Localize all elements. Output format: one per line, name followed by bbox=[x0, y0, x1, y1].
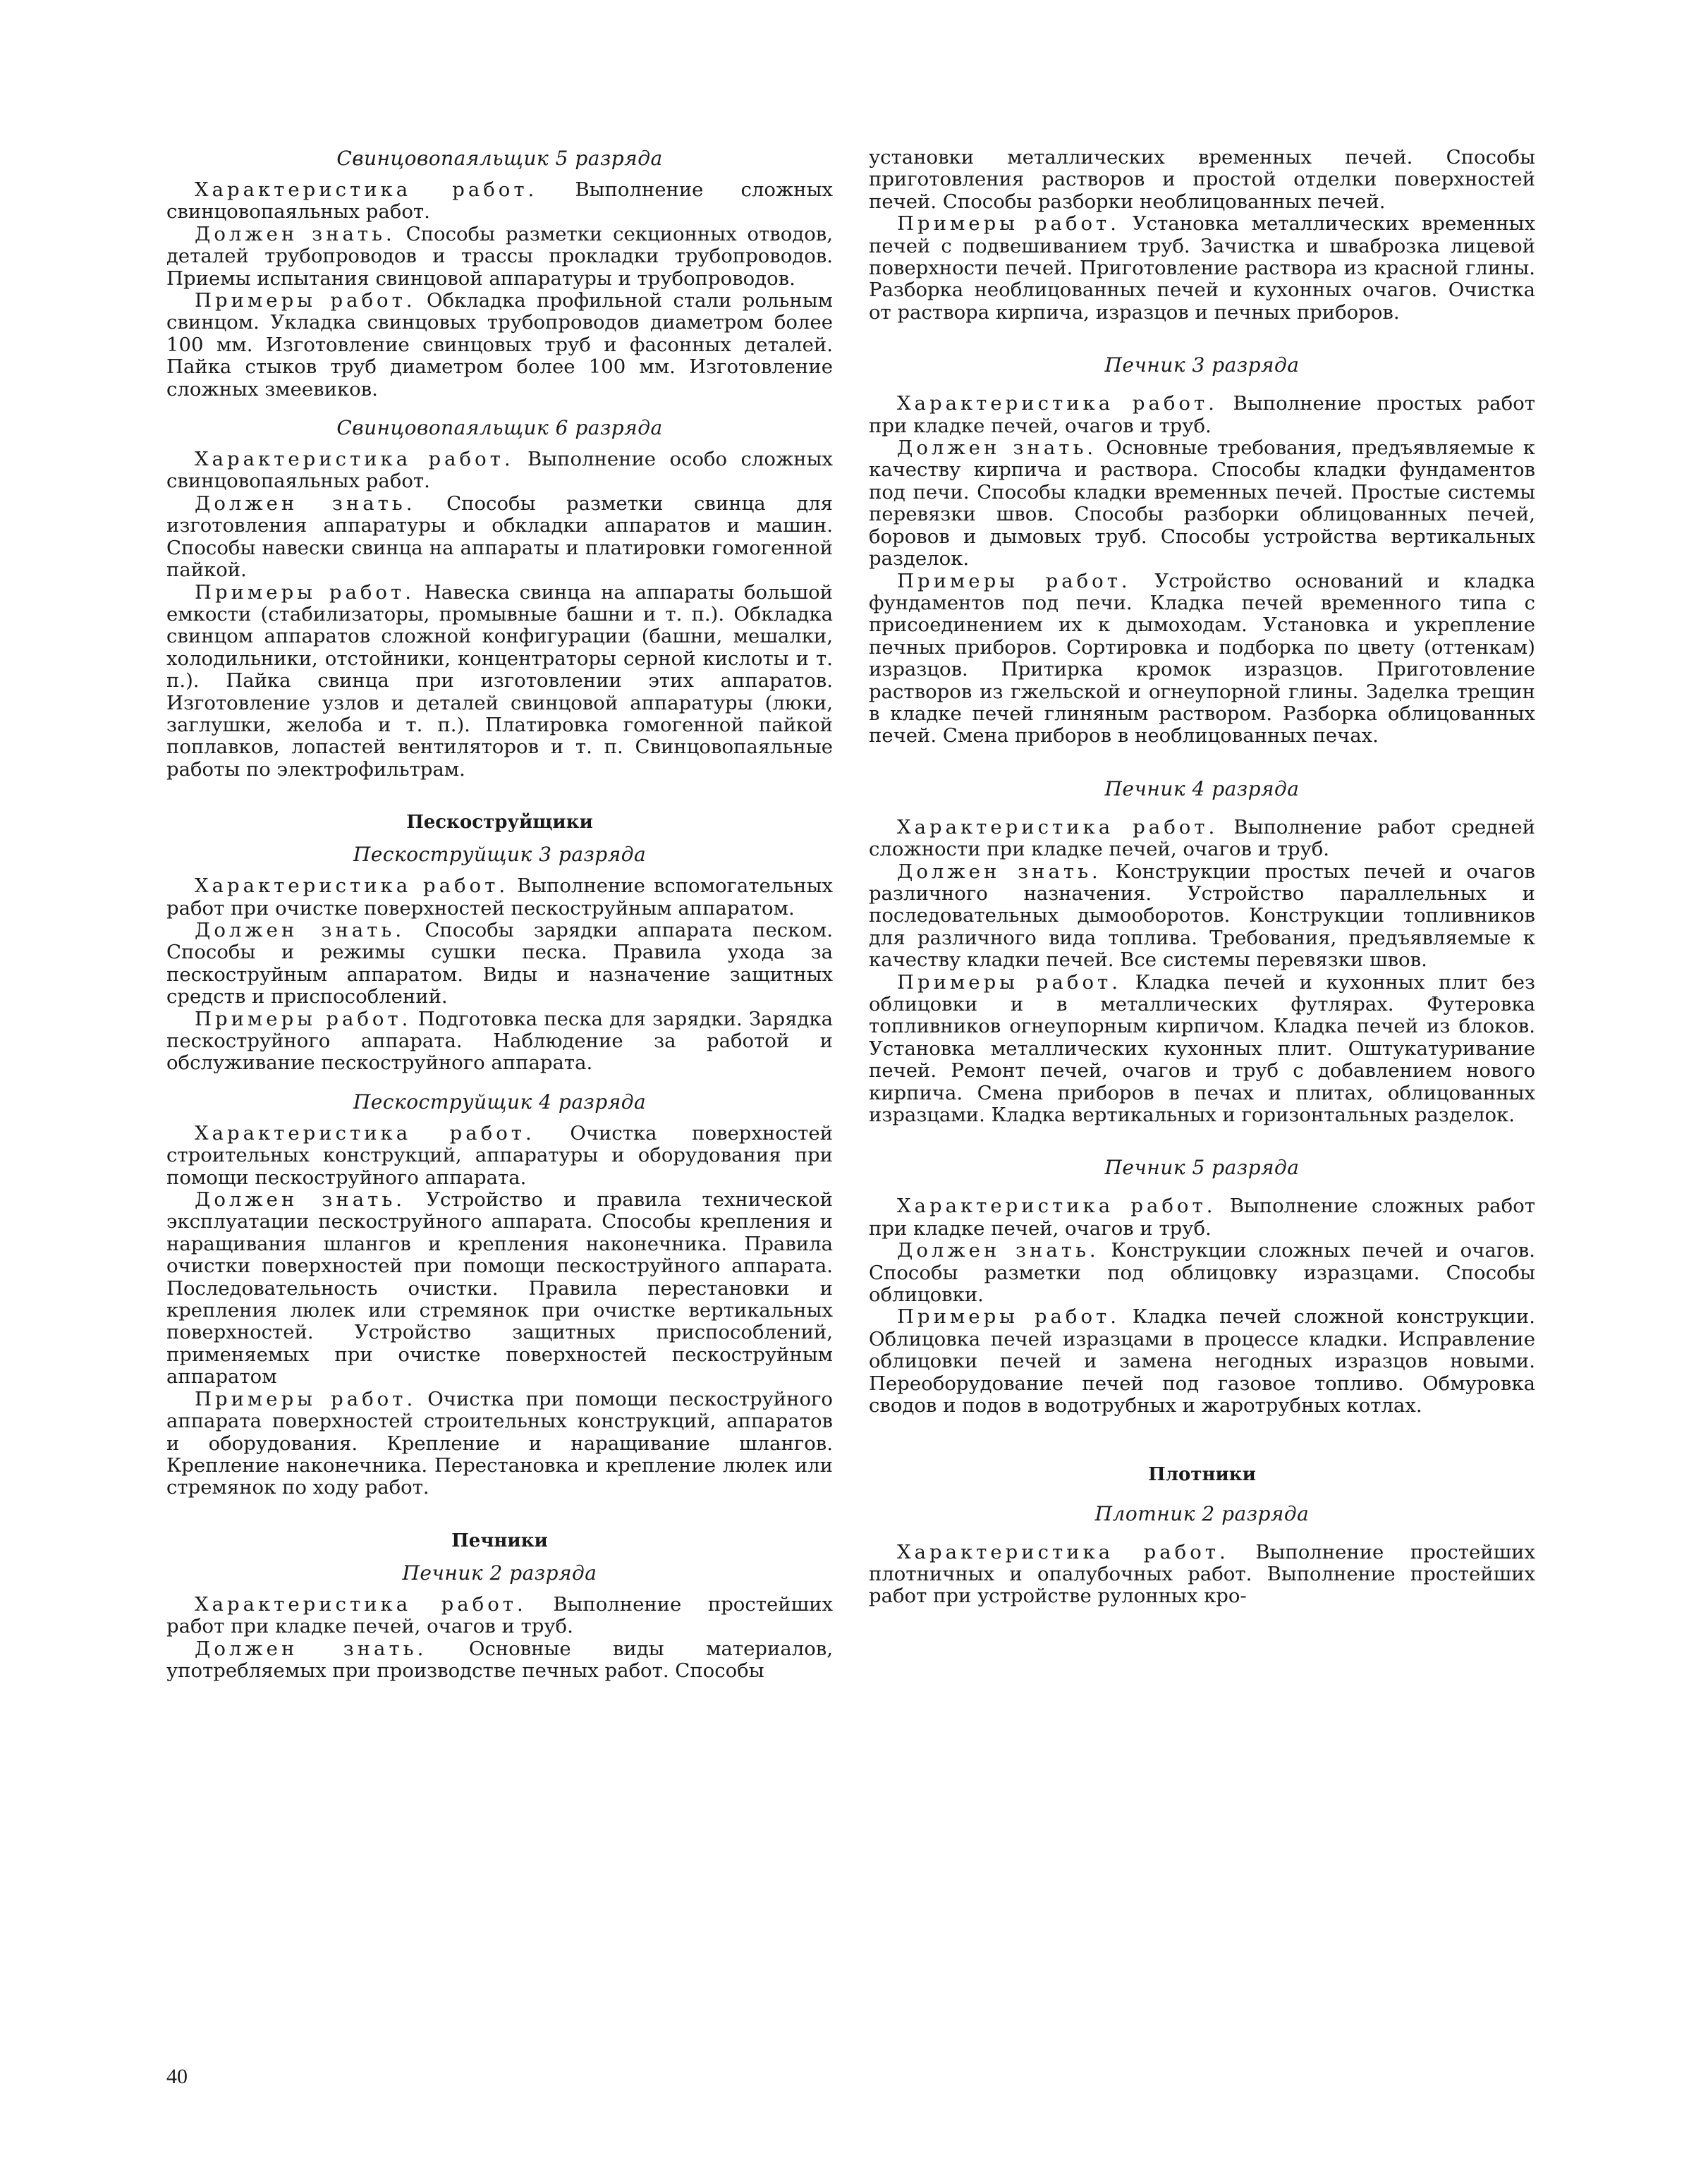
paragraph bbox=[869, 1542, 1535, 1608]
paragraph-label: Характеристика работ. bbox=[897, 815, 1219, 838]
paragraph-text: Способы зарядки аппарата песком. Способы и режимы сушки песка. Правила ухода за пескоструйным аппаратом. Виды и назначение защитных средств и приспособлений. bbox=[166, 918, 833, 1008]
paragraph-text: Основные виды материалов, употребляемых при производстве печных работ. Способы bbox=[166, 1637, 833, 1682]
paragraph-label: Характеристика работ. bbox=[897, 1195, 1216, 1218]
paragraph-label: Характеристика работ. bbox=[195, 1592, 527, 1616]
paragraph-text: Способы разметки секционных отводов, деталей трубопроводов и трассы прокладки трубопроводов. Приемы испытания свинцовой аппаратуры и трубопроводов. bbox=[166, 222, 833, 290]
paragraph-text: Навеска свинца на аппараты большой емкости (стабилизаторы, промывные башни и т. п.). Обкладка свинцом аппаратов сложной конфигурации (башни, мешалки, холодильники, отстойники, концентраторы серной кислоты и т. п.). Пайка свинца при изготовлении этих аппаратов. Изготовление узлов и деталей свинцовой аппаратуры (люки, заглушки, желоба и т. п.). Платировка гомогенной пайкой поплавков, лопастей вентиляторов и т. п. Свинцовопаяльные работы по электрофильтрам. bbox=[166, 580, 833, 781]
paragraph bbox=[166, 1638, 833, 1683]
paragraph-label: Должен знать. bbox=[195, 492, 416, 515]
paragraph-label: Примеры работ. bbox=[195, 580, 415, 604]
right-column bbox=[869, 147, 1535, 1608]
paragraph bbox=[166, 1389, 833, 1499]
paragraph bbox=[869, 213, 1535, 324]
paragraph bbox=[166, 1594, 833, 1638]
paragraph-label: Должен знать. bbox=[897, 860, 1102, 883]
paragraph-text: Выполнение простейших плотничных и опалубочных работ. Выполнение простейших работ при устройстве рулонных кро- bbox=[869, 1540, 1535, 1608]
paragraph-text: Устройство оснований и кладка фундаментов под печи. Кладка печей временного типа с присоединением их к дымоходам. Установка и укрепление печных приборов. Сортировка и подборка по цвету (оттенкам) изразцов. Притирка кромок изразцов. Приготовление растворов из гжельской и огнеупорной глины. Заделка трещин в кладке печей глиняным раствором. Разборка облицованных печей. Смена приборов в необлицованных печах. bbox=[869, 569, 1535, 748]
paragraph-label: Примеры работ. bbox=[195, 1387, 417, 1410]
paragraph-text: Конструкции простых печей и очагов различного назначения. Устройство параллельных и последовательных дымооборотов. Конструкции топливников для различного вида топлива. Требования, предъявляемые к качеству кладки печей. Все системы перевязки швов. bbox=[869, 860, 1535, 972]
paragraph-text: Выполнение вспомогательных работ при очистке поверхностей пескоструйным аппаратом. bbox=[166, 874, 833, 920]
paragraph bbox=[166, 449, 833, 493]
subsection-title: Свинцовопаяльщик 5 разряда bbox=[336, 147, 663, 170]
paragraph bbox=[869, 571, 1535, 748]
paragraph-label: Примеры работ. bbox=[195, 1007, 412, 1030]
paragraph-label: Характеристика работ. bbox=[897, 392, 1218, 415]
paragraph-text: Обкладка профильной стали рольным свинцом. Укладка свинцовых трубопроводов диаметром более 100 мм. Изготовление свинцовых труб и фасонных деталей. Пайка стыков труб диаметром более 100 мм. Изготовление сложных змеевиков. bbox=[166, 289, 833, 401]
paragraph bbox=[869, 1195, 1535, 1240]
paragraph-text: Кладка печей сложной конструкции. Облицовка печей изразцами в процессе кладки. Исправление облицовки печей и замена негодных изразцов новыми. Переоборудование печей под газовое топливо. Обмуровка сводов и подов в водотрубных и жаротрубных котлах. bbox=[869, 1305, 1535, 1417]
paragraph bbox=[869, 817, 1535, 861]
subsection-title: Печник 5 разряда bbox=[1104, 1156, 1300, 1180]
paragraph-text: Очистка при помощи пескоструйного аппарата поверхностей строительных конструкций, аппаратов и оборудования. Крепление и наращивание шлангов. Крепление наконечника. Перестановка и крепление люлек или стремянок по ходу работ. bbox=[166, 1387, 833, 1499]
section-heading: Печники bbox=[451, 1530, 548, 1551]
paragraph-text: Подготовка песка для зарядки. Зарядка пескоструйного аппарата. Наблюдение за работой и обслуживание пескоструйного аппарата. bbox=[166, 1007, 833, 1075]
paragraph-label: Должен знать. bbox=[195, 918, 405, 941]
paragraph bbox=[166, 1189, 833, 1389]
continued-paragraph: установки металлических временных печей. Способы приготовления растворов и простой отделки поверхностей печей. Способы разборки необлицованных печей. bbox=[869, 146, 1535, 213]
paragraph-text: Основные требования, предъявляемые к качеству кирпича и раствора. Способы кладки фундаментов под печи. Способы кладки временных печей. Простые системы перевязки швов. Способы разборки облицованных печей, боровов и дымовых труб. Способы устройства вертикальных разделок. bbox=[869, 437, 1535, 571]
paragraph-text: Способы разметки свинца для изготовления аппаратуры и обкладки аппаратов и машин. Способы навески свинца на аппараты и платировки гомогенной пайкой. bbox=[166, 492, 833, 582]
subsection-title: Пескоструйщик 4 разряда bbox=[353, 1090, 647, 1114]
section-heading: Плотники bbox=[1148, 1463, 1256, 1485]
paragraph bbox=[166, 875, 833, 920]
paragraph-label: Примеры работ. bbox=[897, 970, 1121, 994]
subsection-title: Плотник 2 разряда bbox=[1094, 1501, 1310, 1525]
paragraph-label: Должен знать. bbox=[897, 1239, 1099, 1262]
paragraph-label: Примеры работ. bbox=[897, 212, 1121, 236]
paragraph-label: Примеры работ. bbox=[195, 289, 416, 312]
paragraph bbox=[869, 393, 1535, 437]
paragraph bbox=[166, 493, 833, 582]
paragraph bbox=[869, 437, 1535, 570]
paragraph-label: Характеристика работ. bbox=[195, 448, 514, 471]
paragraph bbox=[869, 972, 1535, 1127]
paragraph bbox=[869, 1306, 1535, 1417]
paragraph bbox=[869, 861, 1535, 972]
paragraph bbox=[166, 290, 833, 401]
paragraph-label: Характеристика работ. bbox=[897, 1540, 1229, 1563]
paragraph-text: Выполнение сложных работ при кладке печей, очагов и труб. bbox=[869, 1195, 1535, 1240]
paragraph-text: Выполнение особо сложных свинцовопаяльных работ. bbox=[166, 448, 833, 493]
paragraph-text: Выполнение простых работ при кладке печей, очагов и труб. bbox=[869, 392, 1535, 437]
subsection-title: Свинцовопаяльщик 6 разряда bbox=[336, 416, 663, 440]
subsection-title: Пескоструйщик 3 разряда bbox=[353, 843, 647, 867]
subsection-title: Печник 3 разряда bbox=[1104, 353, 1300, 377]
paragraph bbox=[166, 224, 833, 290]
paragraph-text: Устройство и правила технической эксплуатации пескоструйного аппарата. Способы крепления и наращивания шлангов и крепления наконечника. Правила очистки поверхностей при помощи пескоструйного аппарата. Последовательность очистки. Правила перестановки и крепления люлек или стремянок при очистке вертикальных поверхностей. Устройство защитных приспособлений, применяемых при очистке поверхностей пескоструйным аппаратом bbox=[166, 1188, 833, 1389]
paragraph-text: Выполнение простейших работ при кладке печей, очагов и труб. bbox=[166, 1592, 833, 1638]
paragraph bbox=[166, 179, 833, 224]
paragraph bbox=[869, 1240, 1535, 1306]
paragraph-label: Должен знать. bbox=[195, 1188, 406, 1212]
paragraph-text: Выполнение работ средней сложности при кладке печей, очагов и труб. bbox=[869, 815, 1535, 861]
paragraph-text: Конструкции сложных печей и очагов. Способы разметки под облицовку изразцами. Способы облицовки. bbox=[869, 1239, 1535, 1307]
paragraph-label: Должен знать. bbox=[195, 222, 396, 245]
paragraph bbox=[166, 1123, 833, 1189]
paragraph-label: Примеры работ. bbox=[897, 569, 1131, 592]
paragraph-text: Кладка печей и кухонных плит без облицовки и в металлических футлярах. Футеровка топливников огнеупорным кирпичом. Кладка печей из блоков. Установка металлических кухонных плит. Оштукатуривание печей. Ремонт печей, очагов и труб с добавлением нового кирпича. Смена приборов в печах и плитах, облицованных изразцами. Кладка вертикальных и горизонтальных разделок. bbox=[869, 970, 1535, 1127]
paragraph-text: Установка металлических временных печей с подвешиванием труб. Зачистка и шваброзка лицевой поверхности печей. Приготовление раствора из красной глины. Разборка необлицованных печей и кухонных очагов. Очистка от раствора кирпича, изразцов и печных приборов. bbox=[869, 212, 1535, 324]
left-column bbox=[166, 147, 833, 1682]
section-heading: Пескоструйщики bbox=[406, 812, 593, 834]
subsection-title: Печник 4 разряда bbox=[1104, 776, 1300, 800]
paragraph-label: Характеристика работ. bbox=[195, 178, 538, 201]
page-number: 40 bbox=[166, 2065, 188, 2088]
paragraph-label: Характеристика работ. bbox=[195, 1121, 535, 1145]
paragraph-label: Должен знать. bbox=[897, 437, 1097, 460]
paragraph-text: Очистка поверхностей строительных конструкций, аппаратуры и оборудования при помощи пескоструйного аппарата. bbox=[166, 1121, 833, 1189]
paragraph bbox=[166, 1008, 833, 1075]
paragraph bbox=[166, 920, 833, 1008]
paragraph-label: Должен знать. bbox=[195, 1637, 427, 1660]
paragraph-label: Характеристика работ. bbox=[195, 874, 509, 898]
paragraph-label: Примеры работ. bbox=[897, 1305, 1120, 1329]
subsection-title: Печник 2 разряда bbox=[402, 1561, 597, 1585]
paragraph bbox=[166, 582, 833, 781]
paragraph-text: Выполнение сложных свинцовопаяльных работ. bbox=[166, 178, 834, 224]
